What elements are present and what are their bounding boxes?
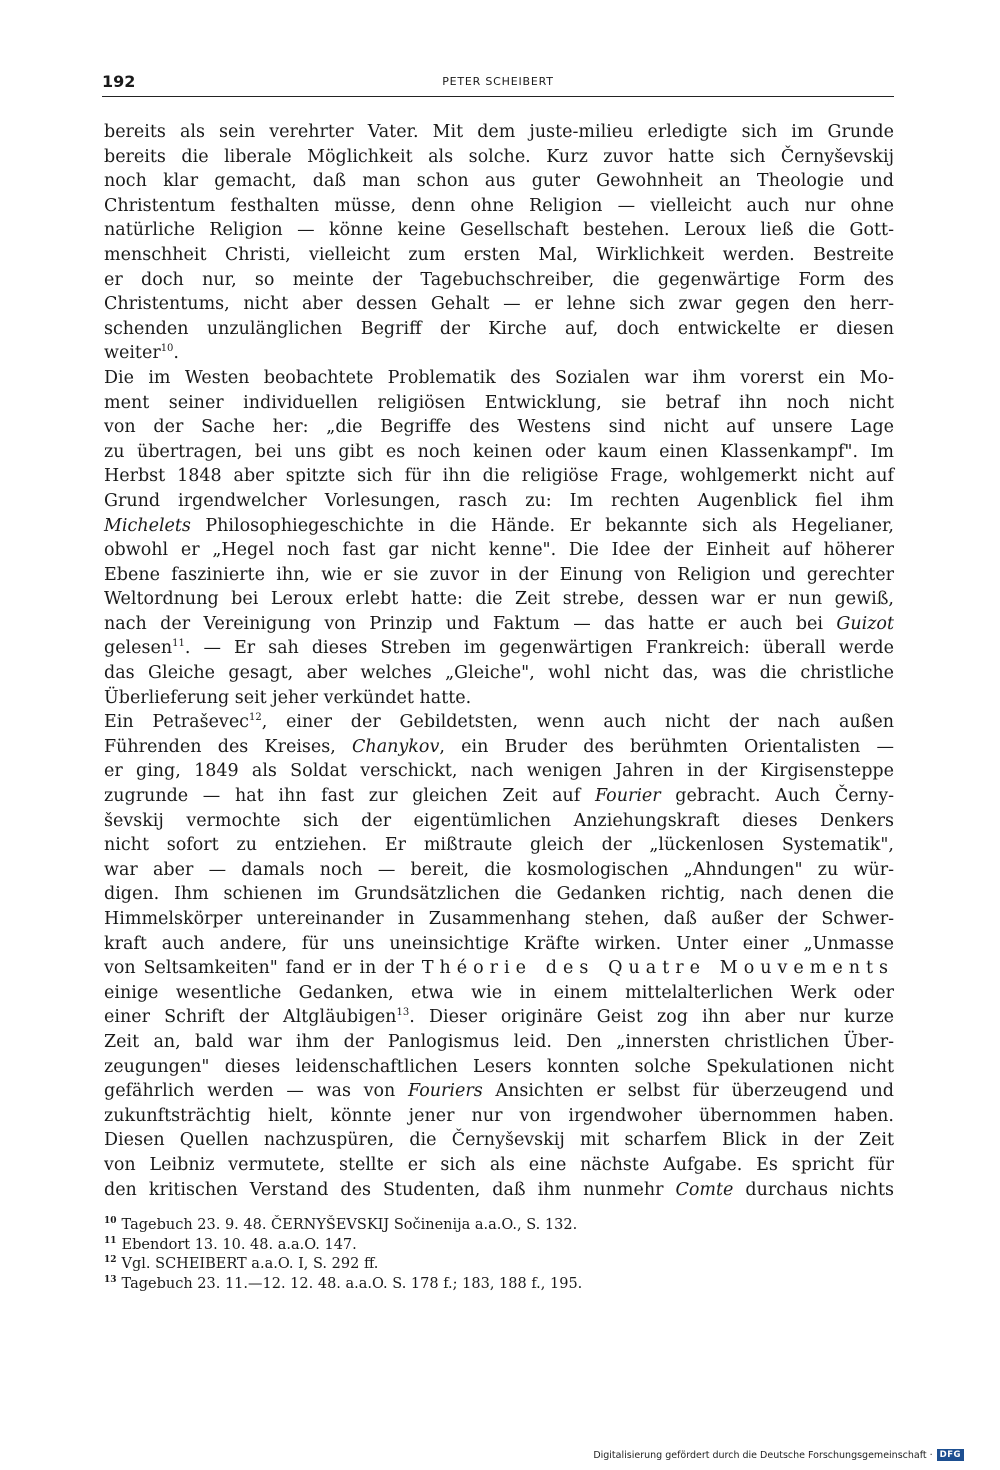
text-run: Ansichten er selbst für überzeugend und [482, 1081, 894, 1102]
text-line: menschheit Christi, vielleicht zum ersten Mal, Wirklichkeit werden. Bestreite [104, 244, 894, 265]
text-line: Himmelskörper untereinander in Zusammenhang stehen, daß außer der Schwer- [104, 909, 894, 929]
text-line: Überlieferung seit jeher verkündet hatte. [104, 687, 472, 708]
text-line: Weltordnung bei Leroux erlebt hatte: die Zeit strebe, dessen war er nun gewiß, [104, 589, 894, 610]
text-line [104, 710, 894, 735]
footnote-number: 10 [104, 1216, 117, 1227]
footnote-number: 13 [104, 1274, 117, 1285]
page-header [102, 72, 894, 97]
text-line: Herbst 1848 aber spitzte sich für ihn die religiöse Frage, wohlgemerkt nicht auf [104, 466, 894, 487]
text-line: Zeit an, bald war ihm der Panlogismus leid. Den „innersten christlichen Über- [104, 1031, 894, 1052]
text-run: , ein Bruder des berühmten Orientalisten — [439, 736, 894, 757]
text-line: Die im Westen beobachtete Problematik des Sozialen war ihm vorerst ein Mo- [104, 367, 894, 388]
text-run: zugrunde — hat ihn fast zur gleichen Zeit auf [104, 786, 595, 807]
text-line: ment seiner individuellen religiösen Entwicklung, sie betraf ihn noch nicht [104, 392, 894, 413]
text-run: weiter [104, 343, 161, 364]
text-line: obwohl er „Hegel noch fast gar nicht kenne". Die Idee der Einheit auf höherer [104, 540, 894, 561]
text-line [104, 1005, 894, 1030]
italic-name: Comte [675, 1179, 734, 1200]
footnote-text: Tagebuch 23. 9. 48. ČERNYŠEVSKIJ Sočinenija a.a.O., S. 132. [121, 1217, 578, 1233]
text-run: . — Er sah dieses Streben im gegenwärtigen Frankreich: überall werde [184, 638, 894, 659]
text-line: nicht sofort zu entziehen. Er mißtraute gleich der „lückenlosen Systematik", [104, 835, 894, 856]
text-line [104, 1079, 894, 1104]
text-line: bereits als sein verehrter Vater. Mit dem juste-milieu erledigte sich im Grunde [104, 122, 894, 142]
footnote-ref[interactable]: 10 [160, 343, 174, 355]
text-line: schenden unzulänglichen Begriff der Kirche auf, doch entwickelte er diesen [104, 318, 894, 339]
text-run: gebracht. Auch Černy- [660, 786, 894, 807]
text-run: Führenden des Kreises, [104, 736, 353, 757]
text-line: er ging, 1849 als Soldat verschickt, nach wenigen Jahren in der Kirgisensteppe [104, 761, 894, 782]
text-run: gelesen [104, 638, 173, 659]
footnotes [104, 1216, 894, 1294]
text-run: . Dieser originäre Geist zog ihn aber nur kurze [409, 1007, 894, 1028]
text-line [104, 956, 894, 981]
italic-name: Fourier [594, 786, 661, 807]
text-line: natürliche Religion — könne keine Gesellschaft bestehen. Leroux ließ die Gott- [104, 220, 894, 241]
text-line: Christentums, nicht aber dessen Gehalt — er lehne sich zwar gegen den herr- [104, 294, 894, 315]
paragraph [104, 120, 894, 366]
text-line: ševskij vermochte sich der eigentümlichen Anziehungskraft dieses Denkers [104, 810, 894, 831]
text-run: gefährlich werden — was von [104, 1081, 409, 1102]
text-line: von Leibniz vermutete, stellte er sich als eine nächste Aufgabe. Es spricht für [104, 1154, 894, 1175]
text-line: weiter$^{10}$. [104, 343, 179, 364]
text-line: Ebene faszinierte ihn, wie er sie zuvor in der Einung von Religion und gerechter [104, 564, 894, 585]
text-line: das Gleiche gesagt, aber welches „Gleiche", wohl nicht das, was die christliche [104, 663, 894, 684]
page-number: 192 [102, 72, 136, 91]
italic-name: Michelets [104, 515, 191, 536]
text-line [104, 514, 894, 539]
text-line: Christentum festhalten müsse, denn ohne Religion — vielleicht auch nur ohne [104, 195, 894, 216]
text-line: von der Sache her: „die Begriffe des Westens sind nicht auf unsere Lage [104, 417, 894, 438]
running-head: PETER SCHEIBERT [442, 75, 554, 88]
footnote-text: Ebendort 13. 10. 48. a.a.O. 147. [121, 1236, 357, 1253]
paragraph [104, 710, 894, 1202]
text-line: noch klar gemacht, daß man schon aus guter Gewohnheit an Theologie und [104, 171, 894, 192]
italic-name: Guizot [836, 613, 894, 634]
text-line: er doch nur, so meinte der Tagebuchschreiber, die gegenwärtige Form des [104, 269, 894, 290]
body-text [104, 120, 894, 1202]
footnote-text: Vgl. SCHEIBERT a.a.O. I, S. 292 ff. [121, 1256, 379, 1272]
credit-text: Digitalisierung gefördert durch die Deutsche Forschungsgemeinschaft · [593, 1449, 933, 1461]
footnote-ref[interactable]: 11 [172, 638, 185, 650]
digitization-credit [593, 1449, 964, 1461]
text-line: Diesen Quellen nachzuspüren, die Černyševskij mit scharfem Blick in der Zeit [104, 1130, 894, 1151]
text-line: zukunftsträchtig hielt, könnte jener nur von irgendwoher übernommen haben. [104, 1105, 894, 1126]
text-run: nach der Vereinigung von Prinzip und Faktum — das hatte er auch bei [104, 613, 837, 634]
text-line [104, 636, 894, 661]
text-run: den kritischen Verstand des Studenten, daß ihm nunmehr [104, 1179, 676, 1200]
paragraph [104, 366, 894, 710]
text-line [104, 784, 894, 809]
footnote-ref[interactable]: 12 [248, 712, 262, 724]
text-line: bereits die liberale Möglichkeit als solche. Kurz zuvor hatte sich Černyševskij [104, 146, 894, 167]
text-run: Ein Petraševec [104, 712, 249, 733]
text-line: Grund irgendwelcher Vorlesungen, rasch zu: Im rechten Augenblick fiel ihm [104, 490, 894, 511]
text-line: einige wesentliche Gedanken, etwa wie in einem mittelalterlichen Werk oder [104, 982, 894, 1003]
text-run: , einer der Gebildetsten, wenn auch nicht der nach außen [261, 712, 895, 733]
text-line [104, 612, 894, 637]
text-run: von Seltsamkeiten" fand er in der [104, 958, 422, 979]
text-line [104, 735, 894, 760]
spaced-title: Théorie des Quatre Mouvements [421, 958, 894, 979]
dfg-logo-icon: DFG [937, 1449, 964, 1461]
text-line: war aber — damals noch — bereit, die kosmologischen „Ahndungen" zu wür- [104, 859, 894, 880]
footnote [104, 1216, 894, 1236]
footnote-ref[interactable]: 13 [396, 1007, 410, 1019]
text-run: Philosophiegeschichte in die Hände. Er bekannte sich als Hegelianer, [190, 515, 894, 536]
text-line: zeugungen" dieses leidenschaftlichen Lesers konnten solche Spekulationen nicht [104, 1056, 894, 1077]
footnote-number: 12 [104, 1255, 117, 1266]
italic-name: Chanykov [352, 736, 440, 757]
text-line: zu übertragen, bei uns gibt es noch keinen oder kaum einen Klassenkampf". Im [104, 441, 894, 462]
footnote [104, 1236, 894, 1256]
text-run: durchaus nichts [733, 1179, 894, 1200]
footnote [104, 1275, 894, 1295]
text-run: einer Schrift der Altgläubigen [104, 1007, 397, 1028]
text-line: digen. Ihm schienen im Grundsätzlichen die Gedanken richtig, nach denen die [104, 884, 894, 905]
footnote [104, 1255, 894, 1275]
footnote-text: Tagebuch 23. 11.—12. 12. 48. a.a.O. S. 178 f.; 183, 188 f., 195. [121, 1275, 583, 1292]
text-line: kraft auch andere, für uns uneinsichtige Kräfte wirken. Unter einer „Unmasse [104, 933, 894, 954]
italic-name: Fouriers [408, 1081, 483, 1102]
text-line [104, 1178, 894, 1203]
footnote-number: 11 [104, 1235, 117, 1246]
